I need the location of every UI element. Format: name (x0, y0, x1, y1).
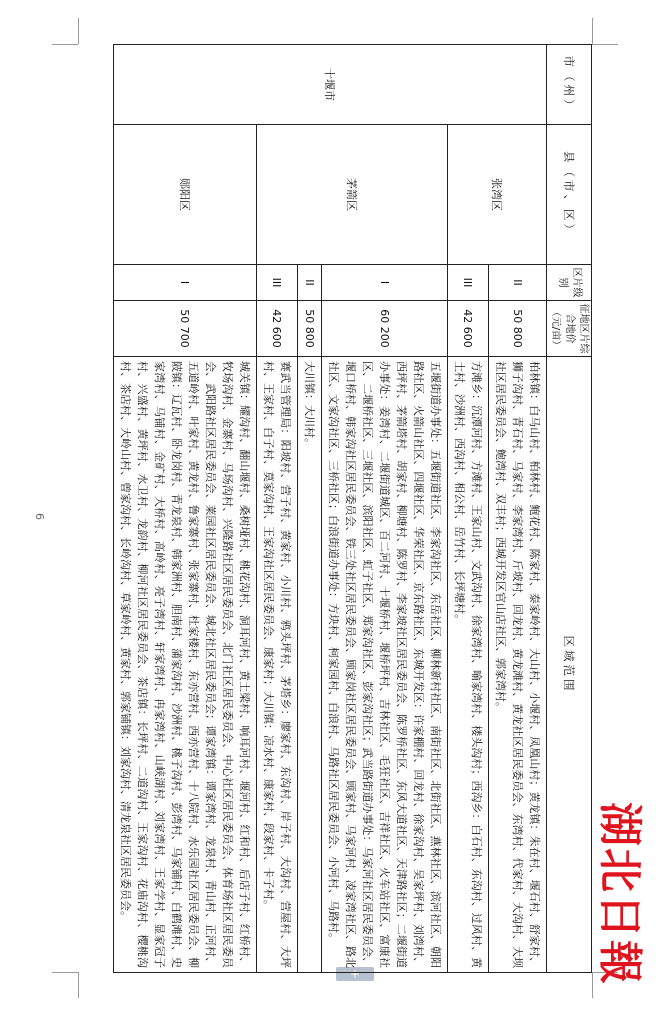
header-scope: 区域范围 (547, 357, 592, 973)
scope-cell: 大川镇：大川村。 (298, 357, 322, 973)
level-cell: II (298, 265, 322, 301)
table-row (489, 45, 547, 973)
price-cell: 42 600 (257, 301, 298, 357)
crop-mark-top-left-h (52, 44, 78, 45)
county-cell: 郧阳区 (114, 125, 257, 265)
scope-cell: 城关镇：耀沟村、翻山堰村、桑树垭村、桃花沟村、洞耳河村、黄土梁村、响耳河村、堰河村、红和村、后店子村、红桥村、牧场沟村、金寨村、马场沟村、兴隆路社区居民委员会、北门社区居民委员会、中心社区居民委员会、体育场社区居民委员会、武阳路社区居民委员会、莱园社区居民委员会、城北社区居民委员会；谭家湾镇：谭家湾村、龙泉村、青山村、正河村、五道岭村、叶家村、黄龙村、鲁家寨村、张家寨村、杜家楼村、东亦营村、西亦营村、十八院村、水乐园社区居民委员会、柳陂镇：辽瓦村、卧龙岗村、青龙泉村、韩家洲村、胆南村、蒲家沟村、沙洲村、桃子沟村、彭湾村、马家铺村、白鹤滩村、史家湾村、马铺村、金矿村、大桥村、高岭村、亮子湾村、轩家湾村、冉家湾村、山峡湖村、刘家湾村、王家学村、显家冠子村、兴盛村、黄坪村、水卫村、龙韵村、柳河社区居民委员会、茶店镇：长坪村、二道沟村、王家沟村、花庙沟村、樱桃沟村、茶店村、大岭山村、曾家沟村、长岭沟村、草家岭村、黄家村、郭家铺镇：刘家沟村、清龙泉社区居民委员会。 (114, 357, 257, 973)
crop-mark-bottom-left-v (78, 972, 79, 998)
add-page-button[interactable]: + (336, 967, 374, 981)
price-cell: 60 200 (322, 301, 448, 357)
price-cell: 50 800 (489, 301, 547, 357)
crop-mark-top-right-h (592, 44, 618, 45)
crop-mark-top-left-v (78, 18, 79, 44)
scope-cell: 方滩乡：沉潭河村、方滩村、王家山村、文武沟村、徐家湾村、喻家湾村、楼头沟村；西沟乡：白石村、东沟村、过风村、黄土村、沙洲村、西沟村、相公村、岳竹村、长坪塘村。 (448, 357, 489, 973)
header-level: 区片级别 (547, 265, 592, 301)
crop-mark-bottom-left-h (52, 972, 78, 973)
rotated-table-container (78, 44, 592, 972)
county-cell: 张湾区 (448, 125, 547, 265)
price-cell: 50 700 (114, 301, 257, 357)
logo-char: 報 (594, 940, 645, 984)
header-city: 市（州） (547, 45, 592, 125)
logo-char: 日 (594, 894, 645, 938)
level-cell: I (114, 265, 257, 301)
level-cell: III (257, 265, 298, 301)
level-cell: III (448, 265, 489, 301)
price-cell: 50 800 (298, 301, 322, 357)
level-cell: I (322, 265, 448, 301)
hubei-daily-logo (575, 800, 665, 990)
level-cell: II (489, 265, 547, 301)
city-cell: 十堰市 (114, 45, 547, 125)
logo-char: 北 (594, 848, 645, 892)
table-row (114, 45, 257, 973)
table-row (322, 45, 448, 973)
header-county: 县（市、区） (547, 125, 592, 265)
scope-cell: 柏林镇：白马山村、柏林村、鲍花村、陈家村、泰家岭村、大山村、小堰村、凤凰山村；黄龙镇：朱在村、堰石村、舒家村、狮子沟村、青石村、马家村、李家湾村、斤坡村、回龙村、黄龙滩村、黄龙社区居民委员会、东湾村、代家村、大沟村、大坝社区居民委员会、鲍湾村、双丰村；西城开发区官山店社区、郭家湾村。 (489, 357, 547, 973)
crop-mark-top-right-v (592, 18, 593, 44)
logo-char: 湖 (594, 802, 645, 846)
county-cell: 茅箭区 (257, 125, 448, 265)
page-number: 6 (33, 513, 46, 520)
land-price-table (113, 44, 592, 973)
price-cell: 42 600 (448, 301, 489, 357)
scope-cell: 五堰街道办事处：五堰街道社区、李家沟社区、东岳社区、柳林新村社区、南街社区、北街社区、燕林社区、滨河社区、朝阳路社区、火箭山社区、四堰社区、华荣社区、京东路社区、东城开发区：许家棚村、回龙村、徐家沟村、吴家坪村、刘湾村、西坪村、茅箭塔村、胡家村、柳塘村、陈罗村、李家坡社区居民委员会、陈罗桥社区、东风大道社区、天津路社区；二堰街道办事处：姜湾村、二堰街道城区、百二河村、十堰桥村、堰桥坪村、吉林社区、毛狂社区、吉祥社区、火车站社区、富康社区、二堰桥社区、三堰社区、滨阳社区、虹子社区、郑家沟社区、彭家沟社区；武当路街道办事处：马家河社区居民委员会、堰口桥村、韩家沟社区居民委员会、铁三处社区居民委员会、顾家岗社区居民委员会、顾家村、马家河村、凌家湾社区、路北社区、文家沟社区、三桥社区；白浪街道办事处：方块村、柯家园村、白浪村、马路社区居民委员会、小河村、马路村。 (322, 357, 448, 973)
header-price: 征地区片综合地价（元/亩） (547, 301, 592, 357)
scope-cell: 赛武当管理局：阳坡村、营子村、黄家村、小川村、鸦头坪村、茅塔乡：廖家村、东沟村、岸子村、大沟村、营屋村、大坪村、王家村、白子村、莫家沟村、王家沟社区居民委员会、康家村；大川镇：凉水村、康家村、段家村、卡子村。 (257, 357, 298, 973)
